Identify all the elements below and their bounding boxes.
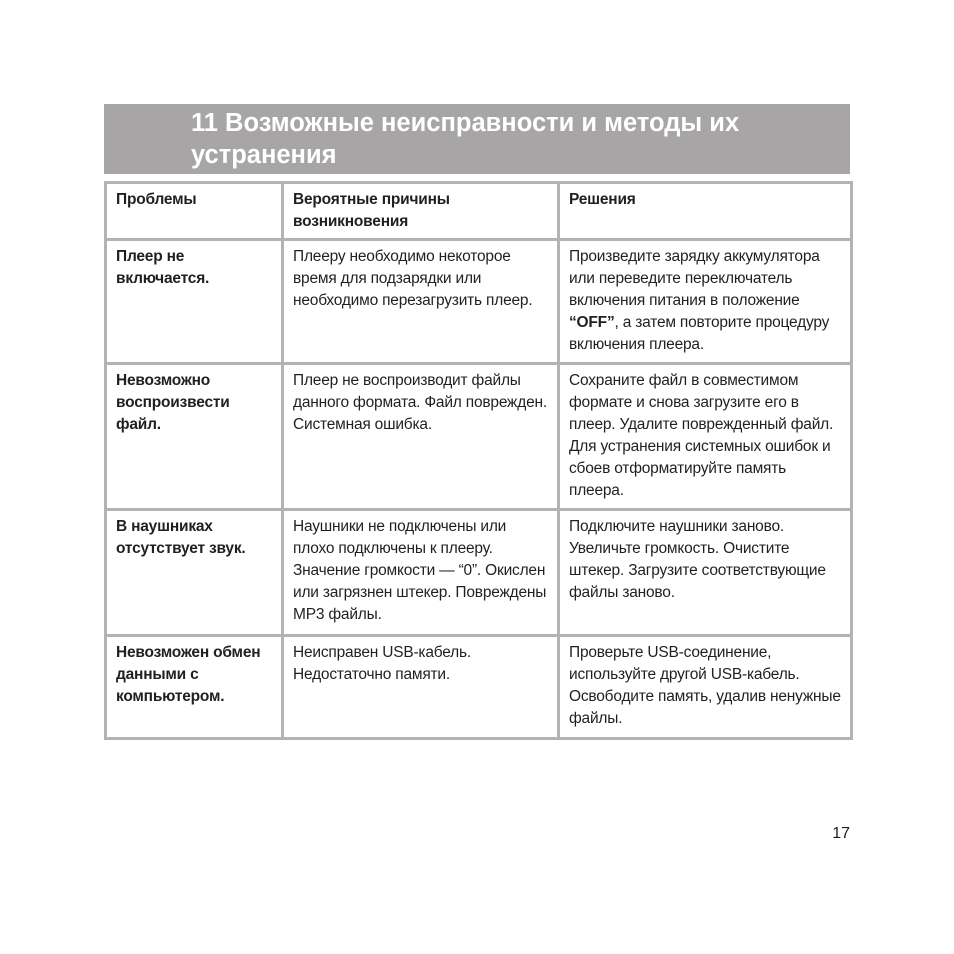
cause-cell: Неисправен USB-кабель. Недостаточно памяти. [283,636,559,739]
problem-cell: В наушниках отсутствует звук. [106,510,283,636]
table-row [106,364,852,510]
problem-cell: Невозможен обмен данными с компьютером. [106,636,283,739]
header-solutions: Решения [559,183,852,240]
section-title-bar [104,104,850,174]
problem-cell: Плеер не включается. [106,240,283,364]
solution-text: Произведите зарядку аккумулятора или переведите переключатель включения питания в положение [569,248,820,309]
solution-emphasis: “OFF” [569,314,615,331]
troubleshooting-table [104,181,853,740]
header-problems: Проблемы [106,183,283,240]
problem-cell: Невозможно воспроизвести файл. [106,364,283,510]
solution-text: , а затем повторите процедуру включения плеера. [569,314,830,353]
solution-cell: Проверьте USB-соединение, используйте другой USB-кабель. Освободите память, удалив ненужные файлы. [559,636,852,739]
table-header-row [106,183,852,240]
table-row [106,636,852,739]
table-row [106,510,852,636]
section-title: 11 Возможные неисправности и методы их устранения [191,109,740,169]
solution-cell: Подключите наушники заново. Увеличьте громкость. Очистите штекер. Загрузите соответствующие файлы заново. [559,510,852,636]
cause-cell: Плееру необходимо некоторое время для подзарядки или необходимо перезагрузить плеер. [283,240,559,364]
header-causes: Вероятные причины возникновения [283,183,559,240]
cause-cell: Наушники не подключены или плохо подключены к плееру. Значение громкости — “0”. Окислен или загрязнен штекер. Повреждены MP3 файлы. [283,510,559,636]
cause-cell: Плеер не воспроизводит файлы данного формата. Файл поврежден. Системная ошибка. [283,364,559,510]
solution-cell [559,240,852,364]
table-row [106,240,852,364]
troubleshooting-table-container [104,181,850,740]
page-number: 17 [832,825,850,842]
solution-cell: Сохраните файл в совместимом формате и снова загрузите его в плеер. Удалите поврежденный файл. Для устранения системных ошибок и сбоев отформатируйте память плеера. [559,364,852,510]
